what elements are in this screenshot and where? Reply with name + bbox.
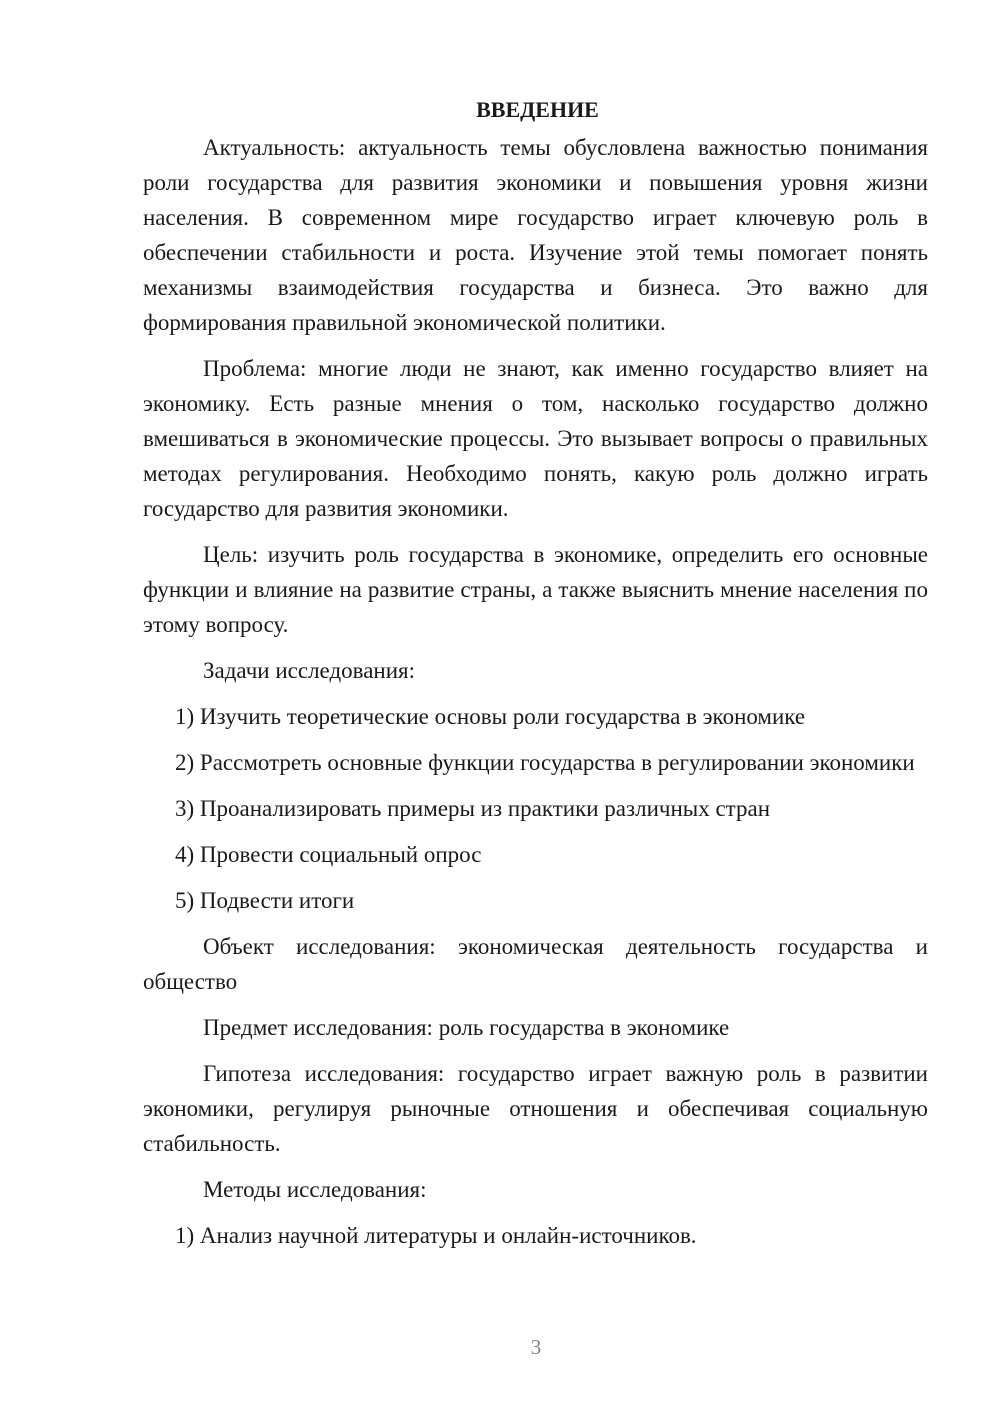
task-item-1: 1) Изучить теоретические основы роли государства в экономике <box>175 704 806 729</box>
task-item-3: 3) Проанализировать примеры из практики различных стран <box>175 796 771 821</box>
section-title: ВВЕДЕНИЕ <box>476 97 599 122</box>
subject-paragraph: Предмет исследования: роль государства в экономике <box>203 1015 730 1040</box>
task-item-4: 4) Провести социальный опрос <box>175 842 482 867</box>
tasks-heading: Задачи исследования: <box>203 658 416 683</box>
problem-paragraph: Проблема: многие люди не знают, как именно государство влияет на экономику. Есть разные мнения о том, насколько государство должно вмешиваться в экономические процессы. Это вызывает вопросы о правильных методах регулирования. Необходимо понять, какую роль должно играть государство для развития экономики. <box>143 356 928 521</box>
document-body <box>143 92 928 1264</box>
goal-paragraph: Цель: изучить роль государства в экономике, определить его основные функции и влияние на развитие страны, а также выяснить мнение населения по этому вопросу. <box>143 542 928 637</box>
page-number: 3 <box>530 1335 542 1359</box>
relevance-paragraph: Актуальность: актуальность темы обусловлена важностью понимания роли государства для развития экономики и повышения уровня жизни населения. В современном мире государство играет ключевую роль в обеспечении стабильности и роста. Изучение этой темы помогает понять механизмы взаимодействия государства и бизнеса. Это важно для формирования правильной экономической политики. <box>143 135 928 335</box>
object-paragraph: Объект исследования: экономическая деятельность государства и общество <box>143 934 928 994</box>
hypothesis-paragraph: Гипотеза исследования: государство играет важную роль в развитии экономики, регулируя рыночные отношения и обеспечивая социальную стабильность. <box>143 1061 928 1156</box>
method-item-1: 1) Анализ научной литературы и онлайн-источников. <box>175 1223 697 1248</box>
methods-heading: Методы исследования: <box>203 1177 427 1202</box>
task-item-5: 5) Подвести итоги <box>175 888 355 913</box>
task-item-2: 2) Рассмотреть основные функции государства в регулировании экономики <box>175 750 915 775</box>
